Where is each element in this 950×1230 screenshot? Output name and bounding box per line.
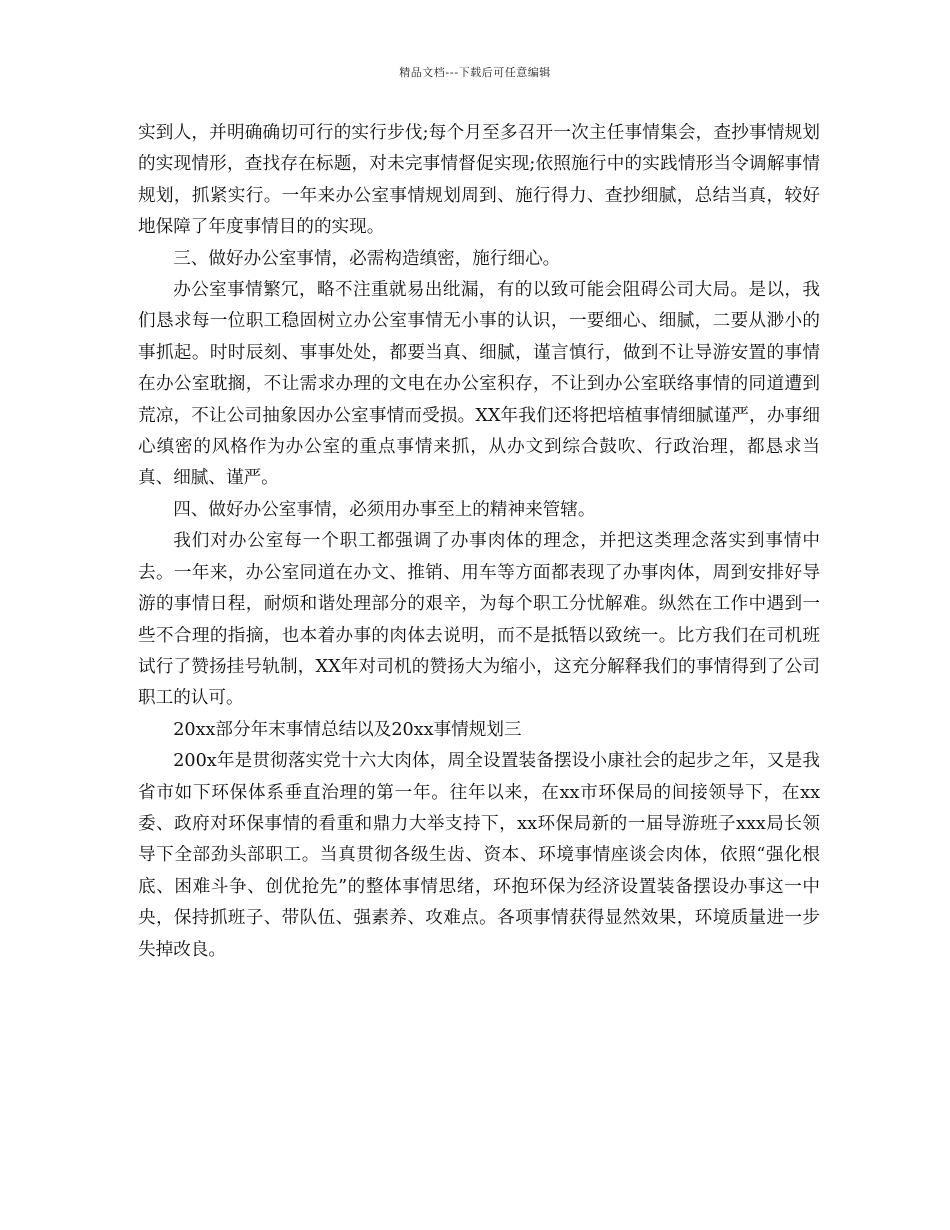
- paragraph-2: 办公室事情繁冗，略不注重就易出纰漏，有的以致可能会阻碍公司大局。是以，我们恳求每一位职工稳固树立办公室事情无小事的认识，一要细心、细腻，二要从渺小的事抓起。时时辰刻、事事处处，都要当真、细腻，谨言慎行，做到不让导游安置的事情在办公室耽搁，不让需求办理的文电在办公室积存，不让到办公室联络事情的同道遭到荒凉，不让公司抽象因办公室事情而受损。XX年我们还将把培植事情细腻谨严，办事细心缜密的风格作为办公室的重点事情来抓，从办文到综合鼓吹、行政治理，都恳求当真、细腻、谨严。: [138, 280, 820, 489]
- section-heading-3: 三、做好办公室事情，必需构造缜密，施行细心。: [173, 248, 561, 269]
- document-body: [138, 118, 820, 966]
- section-heading-4: 四、做好办公室事情，必须用办事至上的精神来管辖。: [173, 499, 596, 520]
- page-header: 精品文档---下载后可任意编辑: [399, 66, 551, 79]
- paragraph-3: 我们对办公室每一个职工都强调了办事肉体的理念，并把这类理念落实到事情中去。一年来，办公室同道在办文、推销、用车等方面都表现了办事肉体，周到安排好导游的事情日程，耐烦和谐处理部分的艰辛，为每个职工分忧解难。纵然在工作中遇到一些不合理的指摘，也本着办事的肉体去说明，而不是抵牾以致统一。比方我们在司机班试行了赞扬挂号轨制，XX年对司机的赞扬大为缩小，这充分解释我们的事情得到了公司职工的认可。: [138, 531, 820, 709]
- paragraph-4: 200x年是贯彻落实党十六大肉体，周全设置装备摆设小康社会的起步之年，又是我省市如下环保体系垂直治理的第一年。往年以来，在xx市环保局的间接领导下，在xx委、政府对环保事情的看重和鼎力大举支持下，xx环保局新的一届导游班子xxx局长领导下全部劲头部职工。当真贯彻各级生齿、资本、环境事情座谈会肉体，依照“强化根底、困难斗争、创优抢先”的整体事情思绪，环抱环保为经济设置装备摆设办事这一中央，保持抓班子、带队伍、强素养、攻难点。各项事情获得显然效果，环境质量进一步失掉改良。: [138, 751, 820, 960]
- paragraph-1: 实到人，并明确确切可行的实行步伐;每个月至多召开一次主任事情集会，查抄事情规划的实现情形，查找存在标题，对未完事情督促实现;依照施行中的实践情形当令调解事情规划，抓紧实行。一年来办公室事情规划周到、施行得力、查抄细腻，总结当真，较好地保障了年度事情目的的实现。: [138, 123, 820, 238]
- document-subtitle: 20xx部分年末事情总结以及20xx事情规划三: [173, 719, 522, 740]
